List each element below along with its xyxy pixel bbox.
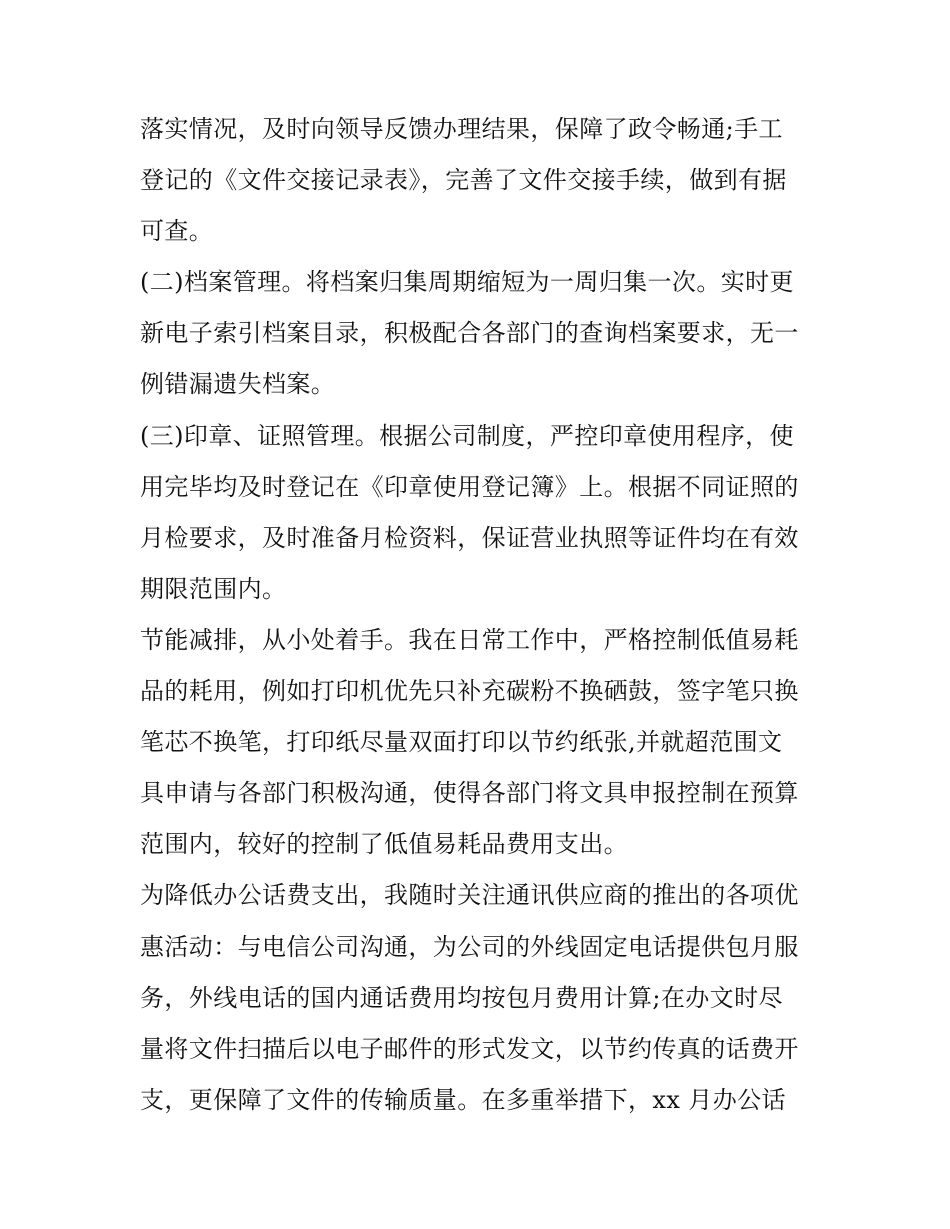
text-line: 用完毕均及时登记在《印章使用登记簿》上。根据不同证照的 [140, 472, 799, 501]
text-line: 为降低办公话费支出，我随时关注通讯供应商的推出的各项优 [140, 881, 799, 910]
text-line: (二)档案管理。将档案归集周期缩短为一周归集一次。实时更 [140, 268, 794, 297]
text-line: 范围内，较好的控制了低值易耗品费用支出。 [140, 830, 628, 859]
text-line: 期限范围内。 [140, 574, 287, 603]
text-line: 惠活动：与电信公司沟通，为公司的外线固定电话提供包月服 [140, 932, 799, 961]
text-line: 可查。 [140, 217, 214, 246]
text-line: 例错漏遗失档案。 [140, 370, 336, 399]
text-line: 品的耗用，例如打印机优先只补充碳粉不换硒鼓，签字笔只换 [140, 677, 799, 706]
text-line: 务，外线电话的国内通话费用均按包月费用计算;在办文时尽 [140, 983, 783, 1012]
text-line: 笔芯不换笔，打印纸尽量双面打印以节约纸张,并就超范围文 [140, 728, 783, 757]
text-line: 具申请与各部门积极沟通，使得各部门将文具申报控制在预算 [140, 779, 799, 808]
text-line: 新电子索引档案目录，积极配合各部门的查询档案要求，无一 [140, 319, 799, 348]
text-line: 落实情况，及时向领导反馈办理结果，保障了政令畅通;手工 [140, 115, 783, 143]
text-line: 支，更保障了文件的传输质量。在多重举措下，xx 月办公话 [140, 1085, 786, 1114]
text-line: 节能减排，从小处着手。我在日常工作中，严格控制低值易耗 [140, 625, 799, 654]
document-body [140, 104, 820, 1126]
text-line: 登记的《文件交接记录表》，完善了文件交接手续，做到有据 [140, 166, 787, 195]
text-line: 月检要求，及时准备月检资料，保证营业执照等证件均在有效 [140, 523, 799, 552]
text-line: (三)印章、证照管理。根据公司制度，严控印章使用程序，使 [140, 421, 794, 450]
text-line: 量将文件扫描后以电子邮件的形式发文，以节约传真的话费开 [140, 1034, 799, 1063]
